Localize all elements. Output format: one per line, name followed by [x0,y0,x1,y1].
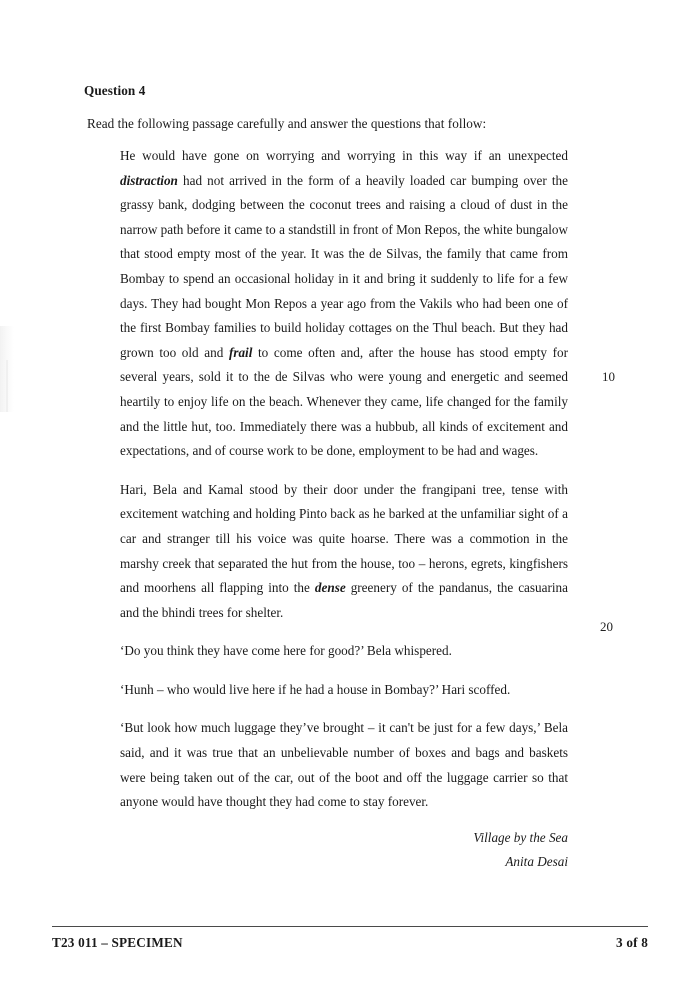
line-number-marker-20: 20 [600,619,613,634]
footer-page-indicator: 3 of 8 [616,935,648,950]
footer-paper-code: T23 011 – SPECIMEN [52,935,183,950]
passage-paragraph-2 [120,478,568,626]
scan-edge-artifact [0,326,14,412]
emphasis-word-distraction: distraction [120,172,178,188]
passage-paragraph-3-dialogue-bela: ‘Do you think they have come here for good?’ Bela whispered. [120,643,452,659]
paragraph-1-text-part-1: He would have gone on worrying and worrying in this way if an unexpected [120,148,568,163]
paragraph-2-text-part-2: greenery of the pandanus, the casuarina and the bhindi trees for shelter. [120,580,568,620]
passage-paragraph-4-dialogue-hari: ‘Hunh – who would live here if he had a house in Bombay?’ Hari scoffed. [120,681,511,697]
line-number-marker-10: 10 [602,369,615,384]
passage-paragraph-5: ‘But look how much luggage they’ve brought – it can't be just for a few days,’ Bela said, and it was true that an unbelievable number of boxes and bags and baskets were being taken out of the car, out of the boot and off the luggage carrier so that anyone would have thought they had come to stay forever. [120,720,568,810]
attribution-title: Village by the Sea [473,830,568,845]
passage-paragraph-1 [120,144,568,464]
footer-divider-rule [52,926,648,927]
instruction-text: Read the following passage carefully and answer the questions that follow: [87,116,487,131]
emphasis-word-frail: frail [228,344,253,360]
passage-body [120,144,568,815]
emphasis-word-dense: dense [314,580,346,596]
question-heading: Question 4 [84,83,146,98]
paragraph-2-text-part-1: Hari, Bela and Kamal stood by their door under the frangipani tree, tense with excitement watching and holding Pinto back as he barked at the unfamiliar sight of a car and stranger till his voice was quite hoarse. There was a commotion in the marshy creek that separated the hut from the house, too – herons, egrets, kingfishers and moorhens all flapping into the [120,481,568,596]
paragraph-1-text-part-3: to come often and, after the house has stood empty for several years, sold it to the de Silvas who were young and energetic and seemed heartily to enjoy life on the beach. Whenever they came, life changed for the family and the little hut, too. Immediately there was a hubbub, all kinds of excitement and expectations, and of course work to be done, employment to be had and wages. [120,344,568,459]
scan-edge-artifact-line [6,360,8,412]
page-footer [52,935,648,951]
source-attribution [300,826,568,874]
attribution-author: Anita Desai [505,854,568,869]
paragraph-1-text-part-2: had not arrived in the form of a heavily loaded car bumping over the grassy bank, dodging between the coconut trees and raising a cloud of dust in the narrow path before it came to a standstill in front of Mon Repos, the white bungalow that stood empty most of the year. It was the de Silvas, the family that came from Bombay to spend an occasional holiday in it and bring it suddenly to life for a few days. They had bought Mon Repos a year ago from the Vakils who had been one of the first Bombay families to build holiday cottages on the Thul beach. But they had grown too old and [120,172,568,360]
